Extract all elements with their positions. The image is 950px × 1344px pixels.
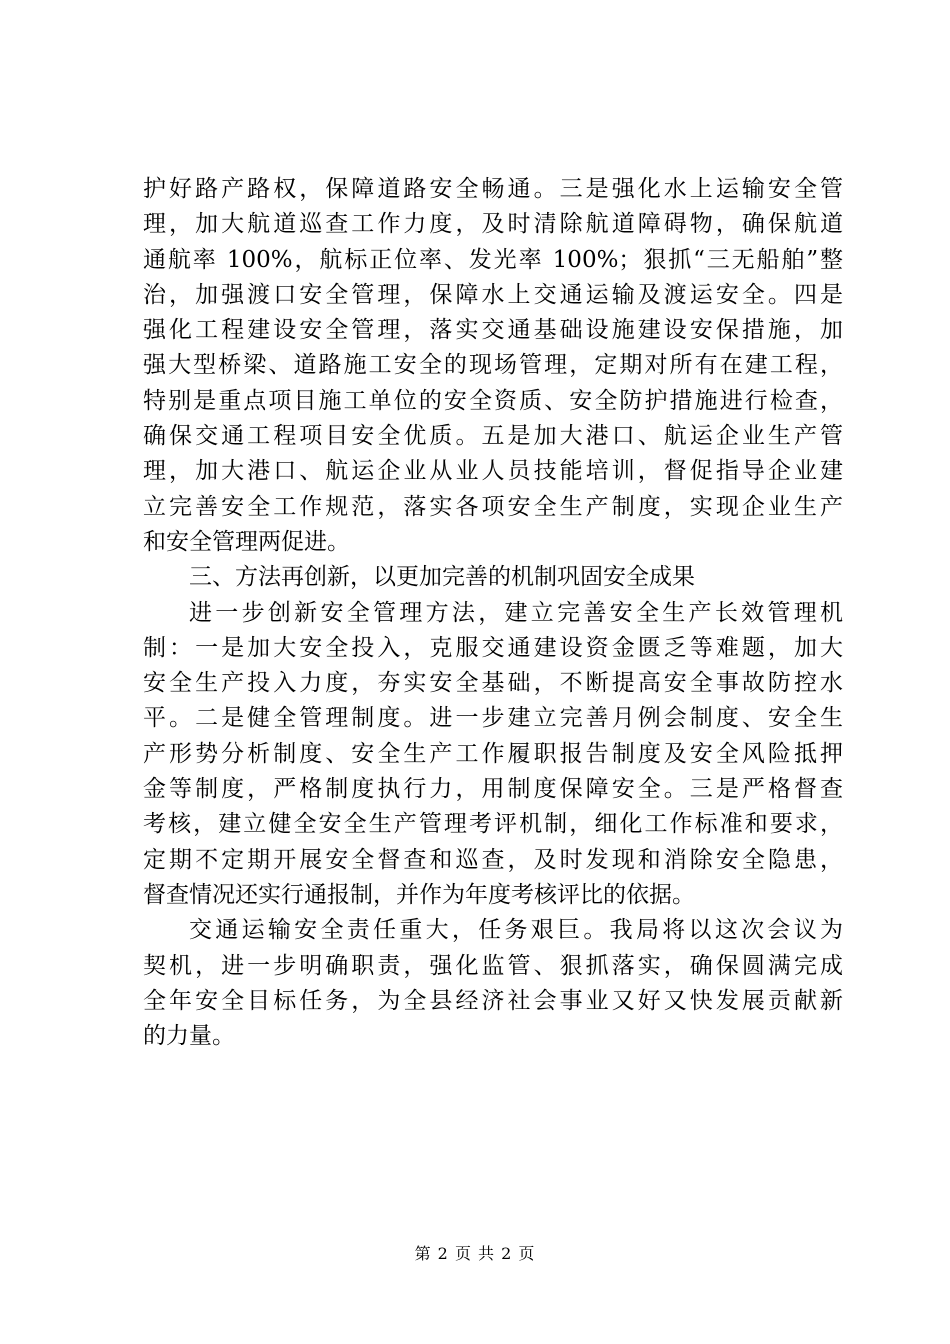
text-line: 理，加大航道巡查工作力度，及时清除航道障碍物，确保航道 [143,211,843,238]
text-line: 理，加大港口、航运企业从业人员技能培训，督促指导企业建 [143,458,843,485]
text-line: 治，加强渡口安全管理，保障水上交通运输及渡运安全。四是 [143,281,843,308]
text-line: 平。二是健全管理制度。进一步建立完善月例会制度、安全生 [143,705,843,732]
text-line: 产形势分析制度、安全生产工作履职报告制度及安全风险抵押 [143,740,843,767]
page-footer: 第 2 页 共 2 页 [414,1244,536,1263]
text-line: 和安全管理两促进。 [143,528,350,555]
text-line: 护好路产路权，保障道路安全畅通。三是强化水上运输安全管 [143,176,843,202]
text-line: 定期不定期开展安全督查和巡查，及时发现和消除安全隐患， [143,846,843,873]
text-line: 督查情况还实行通报制，并作为年度考核评比的依据。 [143,881,695,908]
text-line: 强大型桥梁、道路施工安全的现场管理，定期对所有在建工程， [143,352,843,379]
text-line: 通航率 100%，航标正位率、发光率 100%；狠抓“三无船舶”整 [143,246,843,273]
text-line: 的力量。 [143,1023,235,1050]
document-body [143,172,843,1054]
text-line: 安全生产投入力度，夯实安全基础，不断提高安全事故防控水 [143,670,843,697]
text-line: 全年安全目标任务，为全县经济社会事业又好又快发展贡献新 [143,987,843,1014]
text-line: 进一步创新安全管理方法，建立完善安全生产长效管理机 [189,599,843,626]
text-line: 考核，建立健全安全生产管理考评机制，细化工作标准和要求， [143,811,843,838]
text-line: 金等制度，严格制度执行力，用制度保障安全。三是严格督查 [143,776,843,803]
text-line: 强化工程建设安全管理，落实交通基础设施建设安保措施，加 [143,317,843,344]
text-line: 交通运输安全责任重大，任务艰巨。我局将以这次会议为 [189,917,843,944]
text-line: 三、方法再创新，以更加完善的机制巩固安全成果 [189,564,695,591]
text-line: 确保交通工程项目安全优质。五是加大港口、航运企业生产管 [143,423,843,450]
text-line: 契机，进一步明确职责，强化监管、狠抓落实，确保圆满完成 [143,952,843,979]
text-line: 立完善安全工作规范，落实各项安全生产制度，实现企业生产 [143,493,843,520]
text-line: 特别是重点项目施工单位的安全资质、安全防护措施进行检查， [143,387,843,414]
text-line: 制：一是加大安全投入，克服交通建设资金匮乏等难题，加大 [143,634,843,661]
